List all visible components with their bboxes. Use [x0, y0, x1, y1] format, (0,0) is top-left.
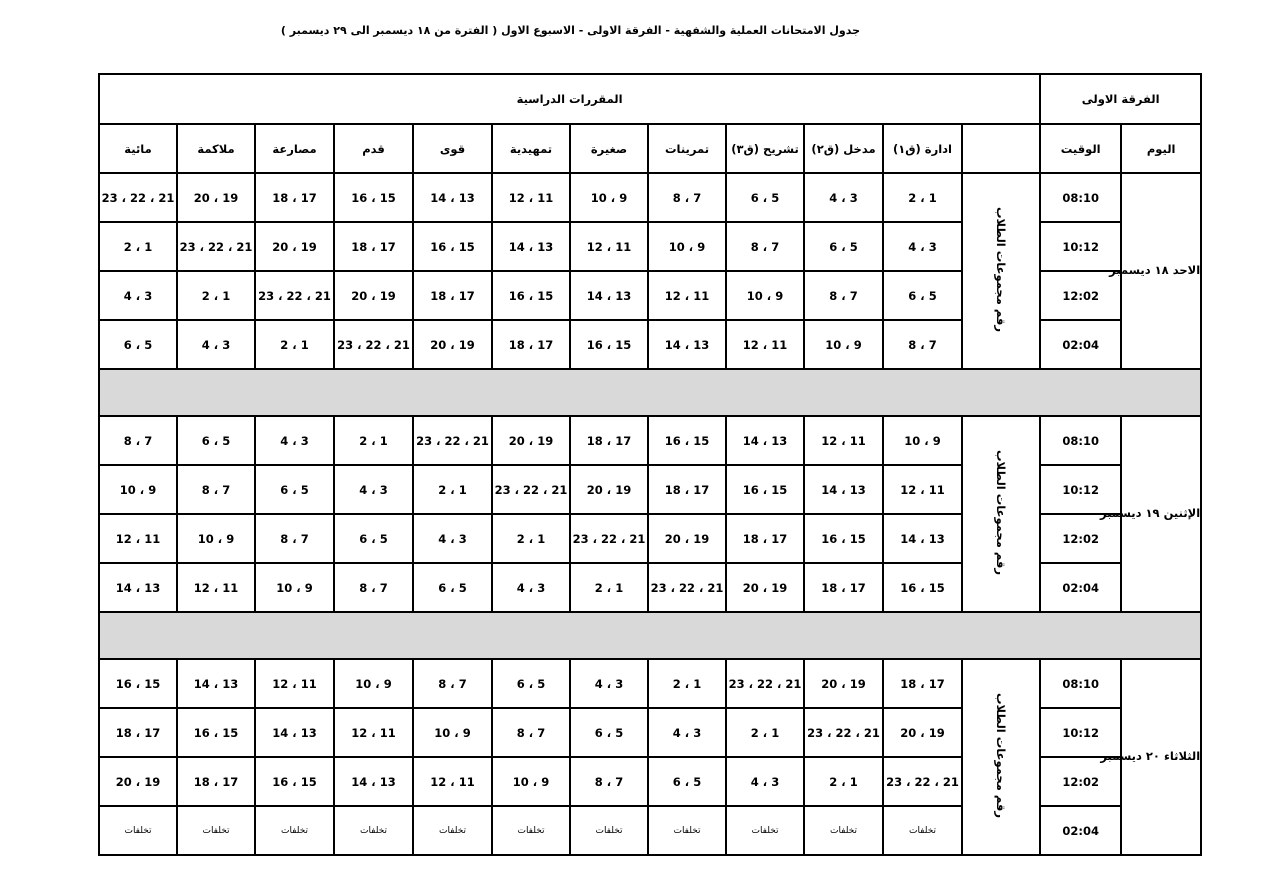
group-cell: 21 ، 22 ، 23 — [334, 320, 413, 369]
time-slot: 12:02 — [1040, 757, 1121, 806]
time-slot: 08:10 — [1040, 416, 1121, 465]
time-slot: 02:04 — [1040, 806, 1121, 855]
group-cell: 11 ، 12 — [804, 416, 883, 465]
group-cell: 9 ، 10 — [255, 563, 334, 612]
group-cell: 5 ، 6 — [492, 659, 570, 708]
group-cell: 13 ، 14 — [726, 416, 804, 465]
group-cell: 11 ، 12 — [177, 563, 255, 612]
group-cell: 7 ، 8 — [334, 563, 413, 612]
group-cell: 17 ، 18 — [804, 563, 883, 612]
group-cell: 1 ، 2 — [492, 514, 570, 563]
group-cell: 9 ، 10 — [570, 173, 648, 222]
group-cell: 19 ، 20 — [99, 757, 177, 806]
group-cell: 21 ، 22 ، 23 — [177, 222, 255, 271]
course-name: مصارعة — [255, 124, 334, 173]
group-numbers-label — [962, 659, 1040, 855]
group-cell: 1 ، 2 — [413, 465, 492, 514]
group-cell: 9 ، 10 — [804, 320, 883, 369]
group-cell: 1 ، 2 — [726, 708, 804, 757]
group-cell: 13 ، 14 — [883, 514, 962, 563]
day-label: الثلاثاء ٢٠ ديسمبر — [1121, 659, 1201, 855]
group-cell: 3 ، 4 — [334, 465, 413, 514]
group-cell: 5 ، 6 — [570, 708, 648, 757]
group-cell: 11 ، 12 — [570, 222, 648, 271]
group-cell: 19 ، 20 — [255, 222, 334, 271]
group-cell: 15 ، 16 — [804, 514, 883, 563]
group-cell: تخلفات — [648, 806, 726, 855]
group-cell: 21 ، 22 ، 23 — [883, 757, 962, 806]
group-cell: 9 ، 10 — [334, 659, 413, 708]
group-cell: 21 ، 22 ، 23 — [99, 173, 177, 222]
time-slot: 10:12 — [1040, 222, 1121, 271]
course-name: تشريح (ق٣) — [726, 124, 804, 173]
group-cell: 9 ، 10 — [883, 416, 962, 465]
table-row — [99, 659, 1201, 708]
group-cell: 19 ، 20 — [726, 563, 804, 612]
group-cell: 17 ، 18 — [492, 320, 570, 369]
course-name: ملاكمة — [177, 124, 255, 173]
time-slot: 02:04 — [1040, 320, 1121, 369]
course-name: قوى — [413, 124, 492, 173]
group-cell: 7 ، 8 — [413, 659, 492, 708]
group-cell: 1 ، 2 — [255, 320, 334, 369]
group-cell: 5 ، 6 — [883, 271, 962, 320]
course-name: ادارة (ق١) — [883, 124, 962, 173]
group-cell: 15 ، 16 — [255, 757, 334, 806]
group-cell: 5 ، 6 — [648, 757, 726, 806]
day-separator — [99, 369, 1201, 416]
time-header: الوقيت — [1040, 124, 1121, 173]
group-cell: 11 ، 12 — [726, 320, 804, 369]
group-cell: تخلفات — [99, 806, 177, 855]
group-cell: 21 ، 22 ، 23 — [492, 465, 570, 514]
course-name: صغيرة — [570, 124, 648, 173]
group-cell: 3 ، 4 — [492, 563, 570, 612]
day-label: الاحد ١٨ ديسمبر — [1121, 173, 1201, 369]
group-cell: 19 ، 20 — [413, 320, 492, 369]
day-label: الإثنين ١٩ ديسمبر — [1121, 416, 1201, 612]
group-cell: 19 ، 20 — [570, 465, 648, 514]
course-names-row — [99, 124, 1201, 173]
group-cell: 9 ، 10 — [492, 757, 570, 806]
group-cell: 1 ، 2 — [334, 416, 413, 465]
group-cell: 19 ، 20 — [804, 659, 883, 708]
course-name: تمهيدية — [492, 124, 570, 173]
course-name: تمرينات — [648, 124, 726, 173]
group-cell: 1 ، 2 — [883, 173, 962, 222]
courses-header: المقررات الدراسية — [99, 74, 1040, 124]
group-numbers-label — [962, 173, 1040, 369]
header-row — [99, 74, 1201, 124]
time-slot: 10:12 — [1040, 465, 1121, 514]
group-cell: 21 ، 22 ، 23 — [255, 271, 334, 320]
group-cell: 21 ، 22 ، 23 — [570, 514, 648, 563]
group-cell: تخلفات — [570, 806, 648, 855]
group-cell: 1 ، 2 — [177, 271, 255, 320]
group-cell: 1 ، 2 — [804, 757, 883, 806]
group-cell: تخلفات — [804, 806, 883, 855]
group-cell: 17 ، 18 — [726, 514, 804, 563]
course-name: قدم — [334, 124, 413, 173]
group-cell: 3 ، 4 — [570, 659, 648, 708]
group-cell: 9 ، 10 — [648, 222, 726, 271]
group-cell: تخلفات — [255, 806, 334, 855]
group-cell: 11 ، 12 — [99, 514, 177, 563]
course-name: مدخل (ق٢) — [804, 124, 883, 173]
group-cell: 13 ، 14 — [648, 320, 726, 369]
group-cell: 1 ، 2 — [570, 563, 648, 612]
group-cell: 7 ، 8 — [570, 757, 648, 806]
time-slot: 10:12 — [1040, 708, 1121, 757]
group-cell: 13 ، 14 — [570, 271, 648, 320]
group-cell: 5 ، 6 — [726, 173, 804, 222]
group-numbers-text: رقم مجموعات الطلاب — [994, 207, 1009, 332]
group-cell: 7 ، 8 — [492, 708, 570, 757]
group-cell: 11 ، 12 — [255, 659, 334, 708]
time-slot: 12:02 — [1040, 271, 1121, 320]
group-cell: تخلفات — [492, 806, 570, 855]
separator-cell — [99, 612, 1201, 659]
group-cell: 3 ، 4 — [413, 514, 492, 563]
day-separator — [99, 612, 1201, 659]
group-cell: 9 ، 10 — [177, 514, 255, 563]
group-cell: 3 ، 4 — [648, 708, 726, 757]
group-cell: 15 ، 16 — [177, 708, 255, 757]
group-cell: 3 ، 4 — [804, 173, 883, 222]
group-cell: 7 ، 8 — [177, 465, 255, 514]
group-cell: 19 ، 20 — [492, 416, 570, 465]
group-cell: 15 ، 16 — [413, 222, 492, 271]
group-cell: 13 ، 14 — [99, 563, 177, 612]
separator-cell — [99, 369, 1201, 416]
group-cell: 9 ، 10 — [726, 271, 804, 320]
group-cell: 5 ، 6 — [255, 465, 334, 514]
group-cell: 15 ، 16 — [648, 416, 726, 465]
group-cell: 3 ، 4 — [726, 757, 804, 806]
group-cell: 17 ، 18 — [255, 173, 334, 222]
group-cell: 17 ، 18 — [570, 416, 648, 465]
exam-schedule-table — [98, 73, 1202, 856]
group-cell: 17 ، 18 — [177, 757, 255, 806]
group-label-header-cell — [962, 124, 1040, 173]
group-cell: 1 ، 2 — [648, 659, 726, 708]
group-cell: 17 ، 18 — [334, 222, 413, 271]
group-cell: 5 ، 6 — [99, 320, 177, 369]
group-cell: 7 ، 8 — [804, 271, 883, 320]
group-cell: 21 ، 22 ، 23 — [804, 708, 883, 757]
group-cell: 7 ، 8 — [99, 416, 177, 465]
group-cell: 19 ، 20 — [648, 514, 726, 563]
group-cell: 15 ، 16 — [726, 465, 804, 514]
group-cell: 5 ، 6 — [177, 416, 255, 465]
group-cell: 11 ، 12 — [648, 271, 726, 320]
time-slot: 08:10 — [1040, 659, 1121, 708]
group-cell: 11 ، 12 — [492, 173, 570, 222]
time-slot: 08:10 — [1040, 173, 1121, 222]
group-numbers-text: رقم مجموعات الطلاب — [994, 450, 1009, 575]
group-cell: 15 ، 16 — [883, 563, 962, 612]
group-cell: 13 ، 14 — [413, 173, 492, 222]
group-cell: 13 ، 14 — [804, 465, 883, 514]
group-numbers-label — [962, 416, 1040, 612]
group-cell: 9 ، 10 — [99, 465, 177, 514]
group-cell: 19 ، 20 — [883, 708, 962, 757]
group-cell: تخلفات — [726, 806, 804, 855]
time-slot: 12:02 — [1040, 514, 1121, 563]
group-cell: 7 ، 8 — [883, 320, 962, 369]
group-cell: 15 ، 16 — [492, 271, 570, 320]
day-header: اليوم — [1121, 124, 1201, 173]
group-cell: 13 ، 14 — [492, 222, 570, 271]
group-cell: 17 ، 18 — [413, 271, 492, 320]
table-row — [99, 173, 1201, 222]
group-cell: تخلفات — [334, 806, 413, 855]
group-cell: 21 ، 22 ، 23 — [648, 563, 726, 612]
table-row — [99, 416, 1201, 465]
group-cell: 15 ، 16 — [99, 659, 177, 708]
group-cell: 15 ، 16 — [570, 320, 648, 369]
group-cell: 11 ، 12 — [413, 757, 492, 806]
group-cell: 5 ، 6 — [334, 514, 413, 563]
group-cell: 11 ، 12 — [334, 708, 413, 757]
group-cell: 13 ، 14 — [255, 708, 334, 757]
group-cell: 17 ، 18 — [883, 659, 962, 708]
group-cell: 15 ، 16 — [334, 173, 413, 222]
group-cell: 5 ، 6 — [804, 222, 883, 271]
group-numbers-text: رقم مجموعات الطلاب — [994, 693, 1009, 818]
group-cell: 21 ، 22 ، 23 — [726, 659, 804, 708]
group-cell: 1 ، 2 — [99, 222, 177, 271]
group-cell: تخلفات — [177, 806, 255, 855]
document-title: جدول الامتحانات العملية والشفهية - الفرقة الاولى - الاسبوع الاول ( الفترة من ١٨ ديسمبر الى ٢٩ ديسمبر ) — [280, 24, 860, 37]
group-cell: 17 ، 18 — [99, 708, 177, 757]
course-name: مائية — [99, 124, 177, 173]
time-slot: 02:04 — [1040, 563, 1121, 612]
group-cell: 19 ، 20 — [334, 271, 413, 320]
group-cell: 21 ، 22 ، 23 — [413, 416, 492, 465]
group-cell: 11 ، 12 — [883, 465, 962, 514]
group-cell: تخلفات — [413, 806, 492, 855]
group-cell: تخلفات — [883, 806, 962, 855]
group-cell: 17 ، 18 — [648, 465, 726, 514]
group-cell: 7 ، 8 — [726, 222, 804, 271]
year-label: الفرقة الاولى — [1040, 74, 1201, 124]
group-cell: 9 ، 10 — [413, 708, 492, 757]
group-cell: 19 ، 20 — [177, 173, 255, 222]
group-cell: 3 ، 4 — [99, 271, 177, 320]
group-cell: 3 ، 4 — [255, 416, 334, 465]
group-cell: 13 ، 14 — [177, 659, 255, 708]
group-cell: 5 ، 6 — [413, 563, 492, 612]
group-cell: 13 ، 14 — [334, 757, 413, 806]
group-cell: 3 ، 4 — [883, 222, 962, 271]
group-cell: 3 ، 4 — [177, 320, 255, 369]
group-cell: 7 ، 8 — [648, 173, 726, 222]
group-cell: 7 ، 8 — [255, 514, 334, 563]
